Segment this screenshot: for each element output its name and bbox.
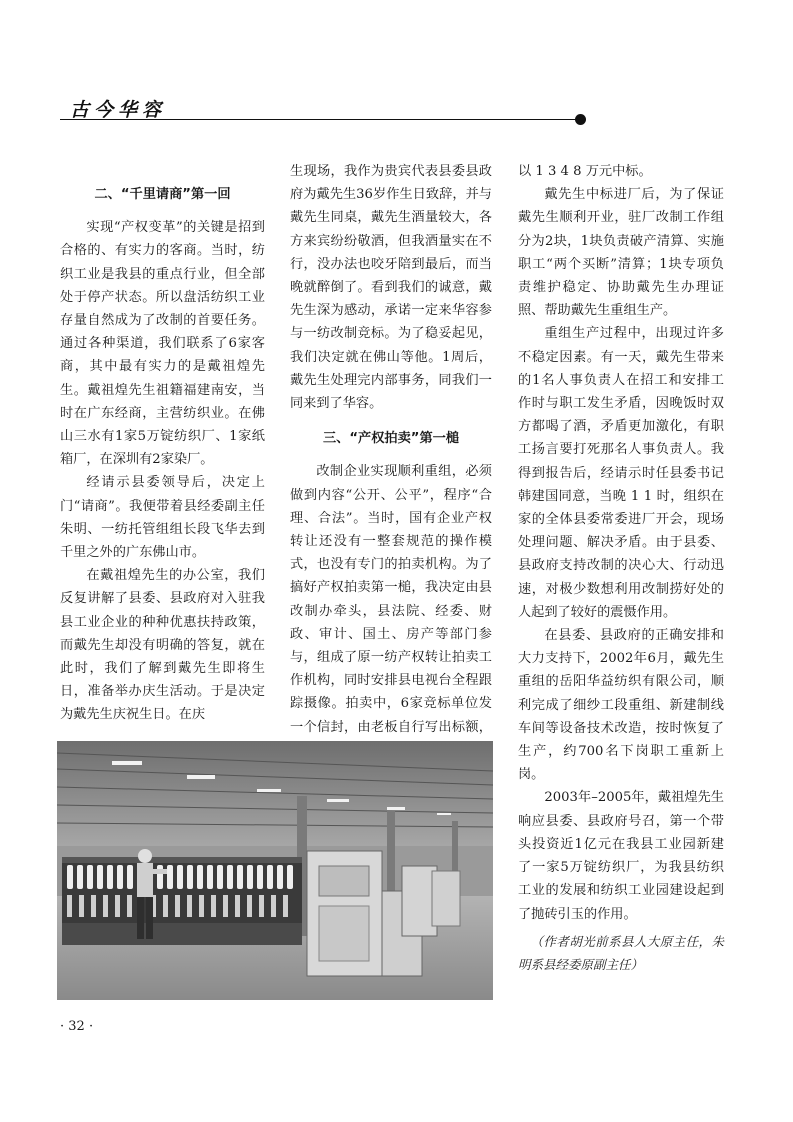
header-title: 古今华容 [70,99,167,121]
column-2 [290,160,492,762]
author-byline: （作者胡光前系县人大原主任，朱明系县经委原副主任） [518,933,724,972]
header-dot-icon [575,114,586,125]
paragraph: 经请示县委领导后，决定上门“请商”。我便带着县经委副主任朱明、一纺托管组组长段飞华去到千里之外的广东佛山市。 [60,475,265,561]
paragraph: 生现场，我作为贵宾代表县委县政府为戴先生36岁作生日致辞，并与戴先生同桌，戴先生酒量较大，各方来宾纷纷敬酒，但我酒量实在不行，没办法也咬牙陪到最后，而当晚就醉倒了。看到我们的诚意，戴先生深为感动，承诺一定来华容参与一纺改制竞标。为了稳妥起见，我们决定就在佛山等他。1周后，戴先生处理完内部事务，同我们一同来到了华容。 [290,164,492,412]
paragraph: 在县委、县政府的正确安排和大力支持下，2002年6月，戴先生重组的岳阳华益纺织有限公司，顺利完成了细纱工段重组、新建制线车间等设备技术改造，按时恢复了生产，约700名下岗职工重新上岗。 [518,628,724,783]
column-3 [518,160,724,976]
page-number: · 32 · [60,1019,94,1034]
paragraph: 实现“产权变革”的关键是招到合格的、有实力的客商。当时，纺织工业是我县的重点行业，但全部处于停产状态。所以盘活纺织工业存量自然成为了改制的首要任务。通过各种渠道，我们联系了6家客商，其中最有实力的是戴祖煌先生。戴祖煌先生祖籍福建南安，当时在广东经商，主营纺织业。在佛山三水有1家5万锭纺织厂、1家纸箱厂，在深圳有2家染厂。 [60,220,265,468]
paragraph: 改制企业实现顺利重组，必须做到内容“公开、公平”，程序“合理、合法”。当时，国有企业产权转让还没有一整套规范的操作模式，也没有专门的拍卖机构。为了搞好产权拍卖第一槌，我决定由县改制办牵头，县法院、经委、财政、审计、国土、房产等部门参与，组成了原一纺产权转让拍卖工作机构，同时安排县电视台全程跟踪摄像。拍卖中，6家竞标单位发一个信封，由老板自行写出标额， [290,464,492,735]
header-rule [60,119,580,120]
paragraph: 重组生产过程中，出现过许多不稳定因素。有一天，戴先生带来的1名人事负责人在招工和安排工作时与职工发生矛盾，因晚饭时双方都喝了酒，矛盾更加激化，有职工扬言要打死那名人事负责人。我得到报告后，经请示时任县委书记韩建国同意，当晚 1 1 时，组织在家的全体县委常委进厂开会，现场处理问题、解决矛盾。由于县委、县政府支持改制的决心大、行动迅速，对极少数想利用改制捞好处的人起到了较好的震慑作用。 [518,326,724,620]
section-heading-3: 三、“产权拍卖”第一槌 [322,431,460,447]
paragraph: 在戴祖煌先生的办公室，我们反复讲解了县委、县政府对入驻我县工业企业的种种优惠扶持政策，而戴先生却没有明确的答复，就在此时，我们了解到戴先生即将生日，准备举办庆生活动。于是决定为戴先生庆祝生日。在庆 [60,568,265,723]
factory-photo [57,741,493,1000]
paragraph: 以 1 3 4 8 万元中标。 [518,164,652,179]
section-heading-2: 二、“千里请商”第一回 [94,187,231,202]
paragraph: 2003年–2005年，戴祖煌先生响应县委、县政府号召，第一个带头投资近1亿元在我县工业园新建了一家5万锭纺织厂，为我县纺织工业的发展和纺织工业园建设起到了抛砖引玉的作用。 [518,790,724,922]
column-1 [60,183,265,727]
paragraph: 戴先生中标进厂后，为了保证戴先生顺利开业，驻厂改制工作组分为2块，1块负责破产清算、实施职工“两个买断”清算；1块专项负责维护稳定、协助戴先生办理证照、帮助戴先生重组生产。 [518,187,724,319]
